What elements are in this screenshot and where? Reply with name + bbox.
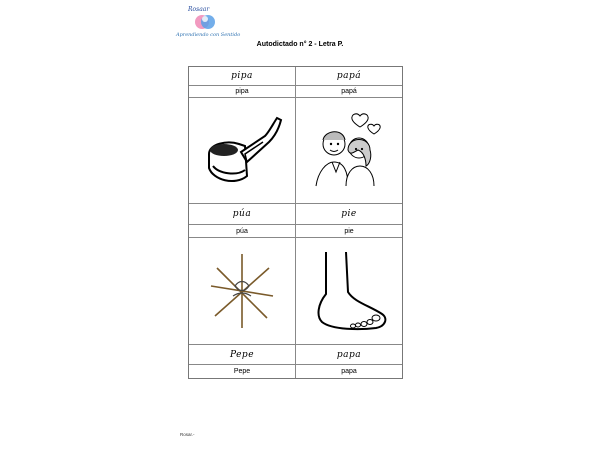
couple-image (304, 106, 394, 196)
cursive-word: púa (232, 209, 252, 219)
footer-signature: Rosar.- (180, 432, 195, 437)
print-word: pie (344, 227, 354, 235)
print-word: papa (341, 368, 357, 375)
print-word: pipa (235, 88, 249, 95)
cursive-row-2 (189, 204, 402, 225)
cursive-row-1 (189, 67, 402, 86)
logo (160, 6, 250, 40)
print-word: Pepe (233, 368, 251, 375)
cursive-word: pie (341, 209, 357, 219)
picture-row-1 (189, 98, 402, 204)
print-cell (296, 225, 402, 237)
print-cell (296, 365, 402, 378)
print-row-1 (189, 86, 402, 98)
barbed-wire-image (197, 246, 287, 336)
cursive-word: Pepe (229, 349, 255, 360)
print-cell (189, 365, 296, 378)
cursive-word: pipa (231, 71, 253, 81)
cursive-cell (296, 345, 402, 364)
cursive-word: papá (336, 71, 362, 81)
cursive-word: papa (336, 349, 362, 360)
print-row-3 (189, 365, 402, 378)
print-row-2 (189, 225, 402, 238)
cursive-cell (296, 204, 402, 224)
dictation-table (188, 66, 403, 379)
picture-cell (189, 98, 296, 203)
picture-cell (189, 238, 296, 344)
logo-mark-icon (194, 13, 216, 31)
cursive-cell (189, 345, 296, 364)
logo-subtitle: Aprendiendo con Sentido (176, 32, 241, 38)
cursive-row-3 (189, 345, 402, 365)
pipe-image (197, 106, 287, 196)
cursive-cell (296, 67, 402, 85)
print-word: papá (341, 88, 357, 95)
picture-cell (296, 238, 402, 344)
logo-word: Rosaar (188, 6, 210, 13)
picture-cell (296, 98, 402, 203)
print-cell (189, 225, 296, 237)
cursive-cell (189, 204, 296, 224)
page-title: Autodictado n° 2 - Letra P. (256, 41, 344, 48)
print-cell (296, 86, 402, 97)
print-word: púa (236, 227, 248, 235)
foot-image (304, 246, 394, 336)
picture-row-2 (189, 238, 402, 345)
cursive-cell (189, 67, 296, 85)
print-cell (189, 86, 296, 97)
